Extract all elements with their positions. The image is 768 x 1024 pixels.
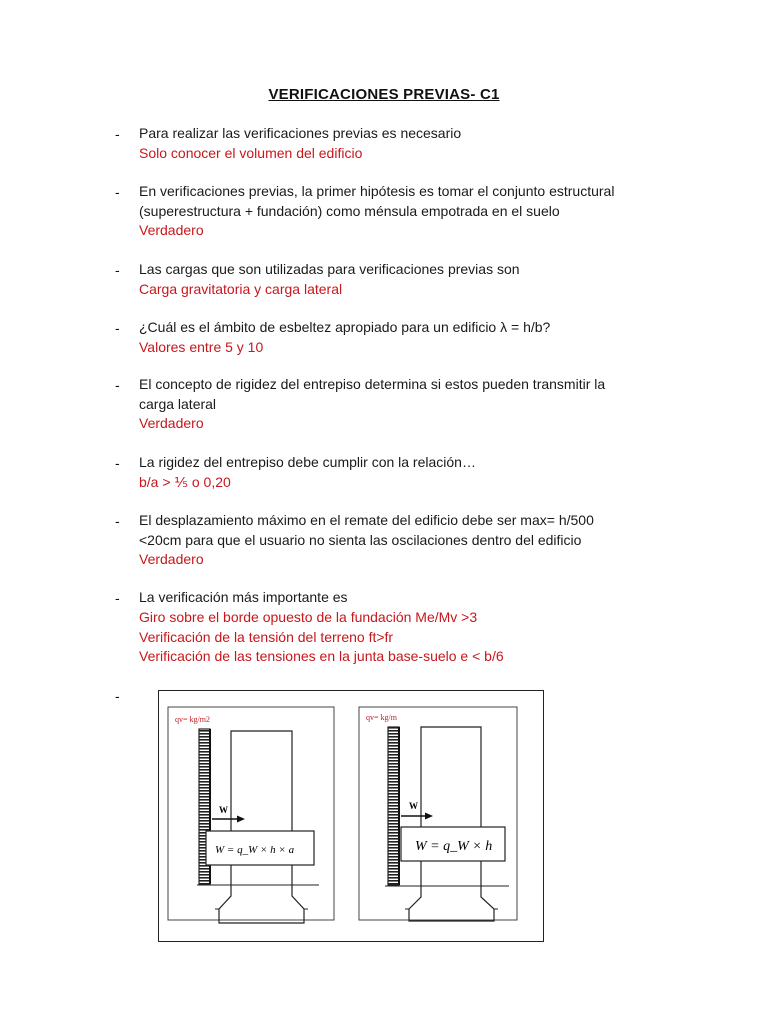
answer-text: Verificación de la tensión del terreno ft>fr — [139, 628, 394, 645]
answer-text: Giro sobre el borde opuesto de la fundación Me/Mv >3 — [139, 609, 478, 625]
panel-border — [359, 707, 517, 920]
figure-frame — [158, 690, 544, 942]
answer-text: Verdadero — [139, 222, 204, 238]
load-label: qv= kg/m2 — [175, 715, 210, 724]
answer-text: Verdadero — [139, 551, 204, 567]
question-text: La verificación más importante es — [139, 589, 348, 605]
load-hatch — [388, 727, 399, 885]
bullet-dash: - — [115, 320, 120, 336]
answer-text: Verificación de las tensiones en la junta base-suelo e < b/6 — [139, 648, 504, 664]
formula-text: W = q_W × h — [415, 839, 493, 854]
load-label: qv= kg/m — [366, 713, 397, 722]
panel-border — [168, 707, 334, 920]
bullet-dash: - — [115, 590, 120, 606]
question-text: Las cargas que son utilizadas para verificaciones previas son — [139, 261, 520, 277]
answer-text: b/a > ⅕ o 0,20 — [139, 474, 231, 490]
answer-text: Solo conocer el volumen del edificio — [139, 145, 363, 161]
structural-diagram — [159, 691, 542, 940]
answer-text: Verdadero — [139, 415, 204, 431]
diagram-right — [359, 707, 517, 921]
answer-text: Valores entre 5 y 10 — [139, 339, 264, 355]
answer-text: Carga gravitatoria y carga lateral — [139, 281, 343, 297]
page-title: VERIFICACIONES PREVIAS- C1 — [268, 86, 500, 103]
foundation — [409, 885, 494, 921]
bullet-dash: - — [115, 126, 120, 142]
bullet-dash: - — [115, 513, 120, 529]
question-text: Para realizar las verificaciones previas es necesario — [139, 125, 462, 141]
formula-text: W = q_W × h × a — [215, 844, 295, 856]
question-text: En verificaciones previas, la primer hipótesis es tomar el conjunto estructural (superestructura + fundación) como ménsula empotrada en el suelo — [139, 183, 615, 219]
question-text: ¿Cuál es el ámbito de esbeltez apropiado para un edificio λ = h/b? — [139, 319, 551, 335]
bullet-dash: - — [115, 262, 120, 278]
question-text: El concepto de rigidez del entrepiso determina si estos pueden transmitir la carga lateral — [139, 376, 606, 412]
foundation — [219, 884, 304, 923]
bullet-dash: - — [115, 455, 120, 471]
bullet-dash: - — [115, 184, 120, 200]
force-label: W — [219, 805, 228, 815]
bullet-dash: - — [115, 377, 120, 393]
question-text: El desplazamiento máximo en el remate del edificio debe ser max= h/500 <20cm para que el usuario no sienta las oscilaciones dentro del edificio — [139, 512, 594, 548]
force-label: W — [409, 801, 418, 811]
question-text: La rigidez del entrepiso debe cumplir con la relación… — [139, 454, 476, 470]
bullet-dash: - — [115, 688, 120, 704]
diagram-left — [168, 707, 334, 923]
